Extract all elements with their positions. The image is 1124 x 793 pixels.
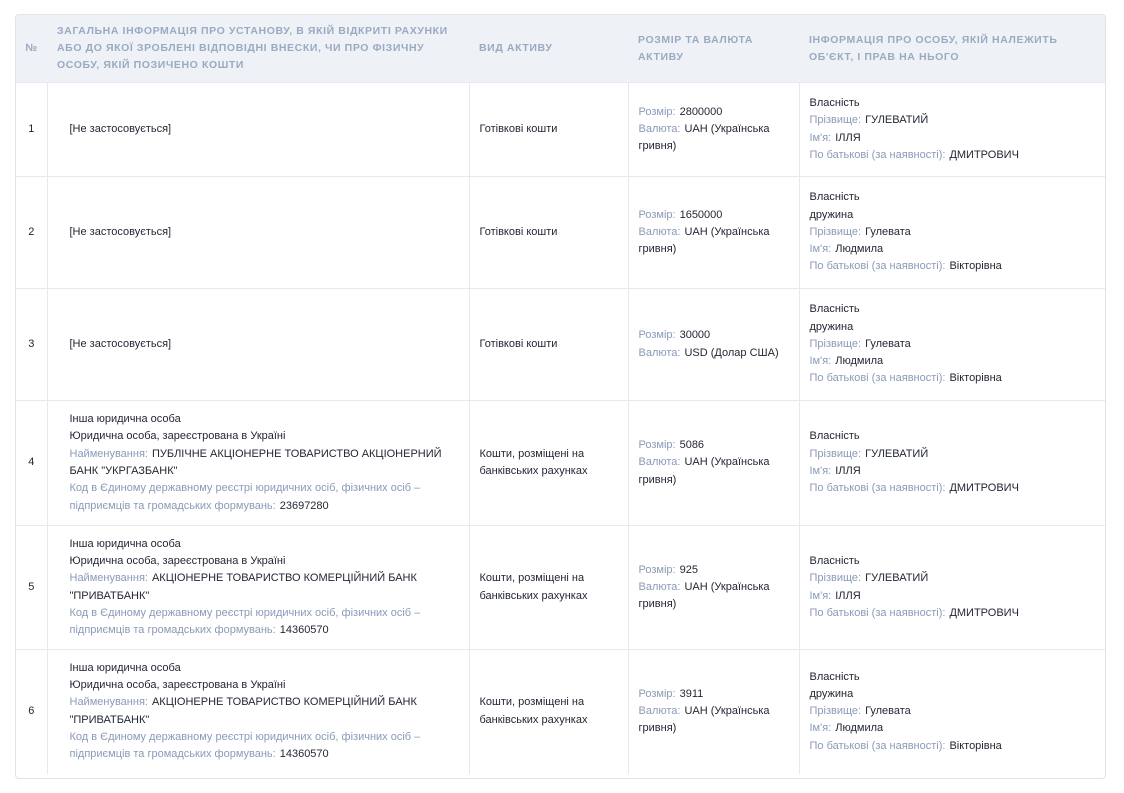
asset-type-cell: Кошти, розміщені на банківських рахунках	[469, 401, 628, 526]
patronymic-label: По батькові (за наявності):	[809, 372, 946, 385]
size-label: Розмір:	[638, 439, 676, 452]
currency-value: UAH (Українська гривня)	[638, 225, 770, 256]
relation: дружина	[809, 208, 854, 221]
name-label: Найменування:	[69, 447, 148, 460]
first-name-value: Людмила	[835, 355, 884, 368]
asset-type-cell: Кошти, розміщені на банківських рахунках	[469, 650, 628, 774]
currency-label: Валюта:	[638, 346, 681, 359]
size-value: 3911	[679, 687, 704, 700]
name-value: АКЦІОНЕРНЕ ТОВАРИСТВО КОМЕРЦІЙНИЙ БАНК "ПРИВАТБАНК"	[69, 572, 417, 602]
ownership: Власність	[809, 303, 860, 316]
entity-type: Інша юридична особа	[69, 537, 181, 550]
currency-label: Валюта:	[638, 122, 681, 135]
ownership: Власність	[809, 670, 860, 683]
institution-na: [Не застосовується]	[69, 122, 172, 135]
row-num: 3	[16, 289, 47, 401]
surname-value: Гулевата	[865, 225, 911, 238]
name-label: Найменування:	[69, 572, 148, 585]
asset-type-cell: Готівкові кошти	[469, 177, 628, 289]
patronymic-value: ДМИТРОВИЧ	[949, 148, 1019, 161]
row-num: 6	[16, 650, 47, 774]
first-name-label: Ім'я:	[809, 465, 832, 477]
amount-cell	[628, 526, 799, 650]
patronymic-label: По батькові (за наявності):	[809, 260, 946, 273]
header-owner: ІНФОРМАЦІЯ ПРО ОСОБУ, ЯКІЙ НАЛЕЖИТЬ ОБ'ЄКТ, І ПРАВ НА НЬОГО	[799, 15, 1106, 83]
first-name-value: ІЛЛЯ	[835, 465, 861, 477]
relation: дружина	[809, 687, 854, 700]
size-value: 925	[679, 563, 698, 576]
surname-label: Прізвище:	[809, 114, 862, 127]
institution-cell	[47, 526, 469, 650]
institution-cell	[47, 401, 469, 526]
table-row	[16, 401, 1106, 526]
first-name-value: ІЛЛЯ	[835, 589, 861, 602]
institution-na: [Не застосовується]	[69, 225, 172, 238]
ownership: Власність	[809, 554, 860, 567]
assets-table-container	[15, 14, 1106, 779]
currency-value: UAH (Українська гривня)	[638, 580, 770, 611]
first-name-label: Ім'я:	[809, 355, 832, 368]
currency-value: USD (Долар США)	[684, 346, 779, 359]
code-label: Код в Єдиному державному реєстрі юридичних осіб, фізичних осіб – підприємців та громадських формувань:	[69, 482, 421, 512]
surname-value: Гулевата	[865, 705, 911, 718]
surname-value: ГУЛЕВАТИЙ	[865, 572, 929, 585]
owner-cell	[799, 177, 1106, 289]
first-name-value: Людмила	[835, 722, 884, 735]
patronymic-value: Вікторівна	[949, 739, 1002, 752]
table-row	[16, 526, 1106, 650]
first-name-label: Ім'я:	[809, 722, 832, 735]
table-header	[16, 15, 1106, 83]
registered: Юридична особа, зареєстрована в Україні	[69, 430, 286, 443]
asset-type-cell: Готівкові кошти	[469, 83, 628, 177]
assets-table	[16, 15, 1106, 774]
surname-value: ГУЛЕВАТИЙ	[865, 114, 929, 127]
owner-cell	[799, 401, 1106, 526]
surname-label: Прізвище:	[809, 705, 862, 718]
surname-label: Прізвище:	[809, 225, 862, 238]
amount-cell	[628, 401, 799, 526]
currency-value: UAH (Українська гривня)	[638, 122, 770, 153]
patronymic-label: По батькові (за наявності):	[809, 739, 946, 752]
table-row	[16, 177, 1106, 289]
ownership: Власність	[809, 430, 860, 443]
size-label: Розмір:	[638, 563, 676, 576]
surname-label: Прізвище:	[809, 572, 862, 585]
name-label: Найменування:	[69, 696, 148, 709]
first-name-label: Ім'я:	[809, 243, 832, 256]
patronymic-label: По батькові (за наявності):	[809, 482, 946, 495]
owner-cell	[799, 83, 1106, 177]
code-value: 14360570	[279, 748, 329, 761]
row-num: 2	[16, 177, 47, 289]
patronymic-label: По батькові (за наявності):	[809, 606, 946, 619]
size-value: 2800000	[679, 105, 723, 118]
amount-cell	[628, 83, 799, 177]
owner-cell	[799, 526, 1106, 650]
currency-label: Валюта:	[638, 456, 681, 469]
surname-label: Прізвище:	[809, 337, 862, 350]
amount-cell	[628, 650, 799, 774]
currency-value: UAH (Українська гривня)	[638, 705, 770, 735]
ownership: Власність	[809, 96, 860, 109]
size-value: 5086	[679, 439, 705, 452]
surname-value: ГУЛЕВАТИЙ	[865, 447, 929, 460]
asset-type-cell: Готівкові кошти	[469, 289, 628, 401]
institution-cell	[47, 650, 469, 774]
size-label: Розмір:	[638, 687, 676, 700]
entity-type: Інша юридична особа	[69, 661, 181, 674]
currency-value: UAH (Українська гривня)	[638, 456, 770, 486]
patronymic-value: Вікторівна	[949, 260, 1002, 273]
relation: дружина	[809, 320, 854, 333]
size-value: 1650000	[679, 208, 723, 221]
registered: Юридична особа, зареєстрована в Україні	[69, 554, 286, 567]
first-name-value: Людмила	[835, 243, 884, 256]
owner-cell	[799, 289, 1106, 401]
patronymic-value: ДМИТРОВИЧ	[949, 606, 1019, 619]
header-num: №	[16, 15, 47, 83]
institution-na: [Не застосовується]	[69, 337, 172, 350]
table-row	[16, 83, 1106, 177]
surname-label: Прізвище:	[809, 447, 862, 460]
table-row	[16, 650, 1106, 774]
currency-label: Валюта:	[638, 705, 681, 718]
institution-cell	[47, 289, 469, 401]
code-value: 23697280	[279, 499, 329, 512]
size-value: 30000	[679, 329, 711, 342]
name-value: ПУБЛІЧНЕ АКЦІОНЕРНЕ ТОВАРИСТВО АКЦІОНЕРНИЙ БАНК "УКРГАЗБАНК"	[69, 447, 442, 477]
row-num: 4	[16, 401, 47, 526]
first-name-label: Ім'я:	[809, 131, 832, 144]
patronymic-value: ДМИТРОВИЧ	[949, 482, 1019, 495]
header-amount: РОЗМІР ТА ВАЛЮТА АКТИВУ	[628, 15, 799, 83]
surname-value: Гулевата	[865, 337, 911, 350]
first-name-value: ІЛЛЯ	[835, 131, 861, 144]
header-asset-type: ВИД АКТИВУ	[469, 15, 628, 83]
registered: Юридична особа, зареєстрована в Україні	[69, 679, 286, 692]
code-label: Код в Єдиному державному реєстрі юридичних осіб, фізичних осіб – підприємців та громадських формувань:	[69, 606, 421, 637]
patronymic-label: По батькові (за наявності):	[809, 148, 946, 161]
institution-cell	[47, 83, 469, 177]
size-label: Розмір:	[638, 208, 676, 221]
amount-cell	[628, 177, 799, 289]
code-label: Код в Єдиному державному реєстрі юридичних осіб, фізичних осіб – підприємців та громадських формувань:	[69, 731, 421, 761]
patronymic-value: Вікторівна	[949, 372, 1002, 385]
header-institution: ЗАГАЛЬНА ІНФОРМАЦІЯ ПРО УСТАНОВУ, В ЯКІЙ ВІДКРИТІ РАХУНКИ АБО ДО ЯКОЇ ЗРОБЛЕНІ ВІДПОВІДНІ ВНЕСКИ, ЧИ ПРО ФІЗИЧНУ ОСОБУ, ЯКІЙ ПОЗИЧЕНО КОШТИ	[47, 15, 469, 83]
size-label: Розмір:	[638, 329, 676, 342]
currency-label: Валюта:	[638, 580, 681, 593]
row-num: 1	[16, 83, 47, 177]
amount-cell	[628, 289, 799, 401]
row-num: 5	[16, 526, 47, 650]
institution-cell	[47, 177, 469, 289]
owner-cell	[799, 650, 1106, 774]
first-name-label: Ім'я:	[809, 589, 832, 602]
code-value: 14360570	[279, 624, 329, 637]
currency-label: Валюта:	[638, 225, 681, 238]
table-row	[16, 289, 1106, 401]
name-value: АКЦІОНЕРНЕ ТОВАРИСТВО КОМЕРЦІЙНИЙ БАНК "ПРИВАТБАНК"	[69, 696, 417, 726]
size-label: Розмір:	[638, 105, 676, 118]
ownership: Власність	[809, 191, 860, 204]
entity-type: Інша юридична особа	[69, 413, 181, 426]
asset-type-cell: Кошти, розміщені на банківських рахунках	[469, 526, 628, 650]
